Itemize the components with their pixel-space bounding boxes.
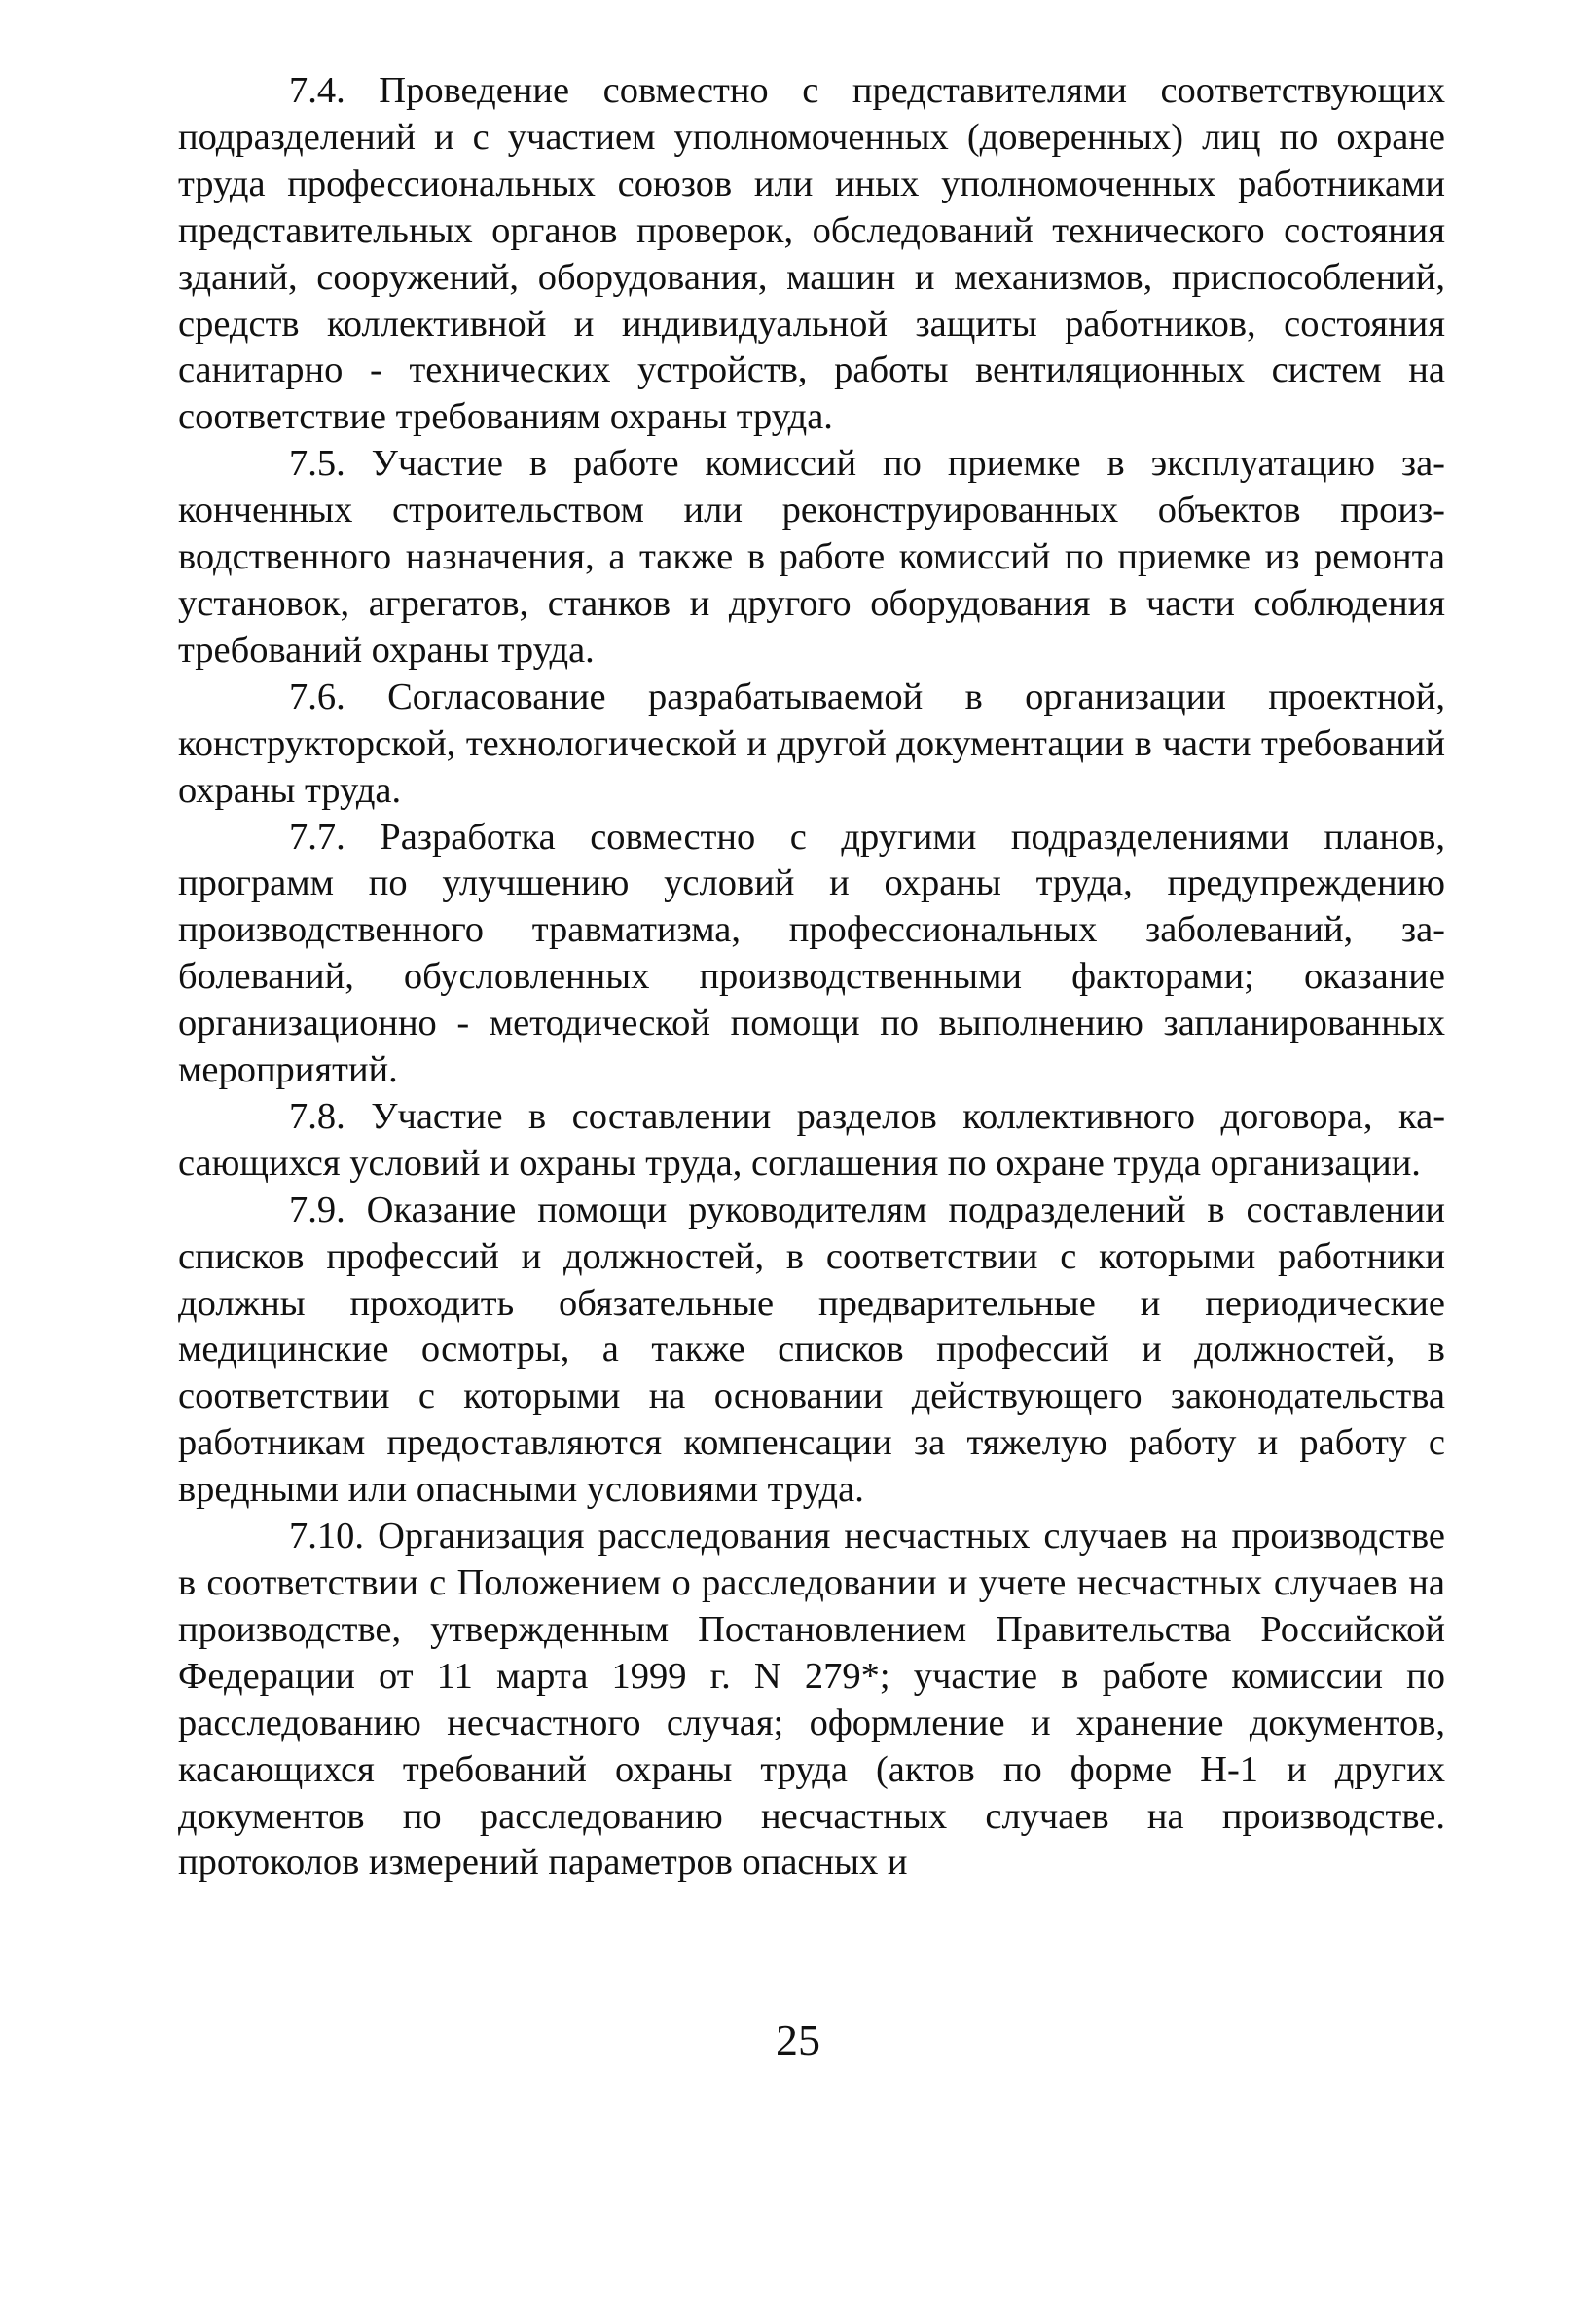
paragraph-text: Оказание помощи руководителям подразделений в составлении списков профессий и должностей, в соответствии с которыми работники должны проходить обязательные предварительные и периодические медицинские осмотры, а также списков профессий и должностей, в соответствии с которыми на основании действующего законодательства работникам предоставляются компенсации за тяжелую работу и работу с вредными или опасными условиями труда. xyxy=(178,1189,1445,1511)
paragraph-7-8 xyxy=(178,1094,1445,1188)
paragraph-text: Участие в работе комиссий по приемке в эксплуатацию законченных строительством или реконструированных объектов производственного назначения, а также в работе комиссий по приемке из ремонта установок, агрегатов, станков и другого оборудования в части соблюдения требований охраны труда. xyxy=(178,443,1445,671)
paragraph-number: 7.6. xyxy=(289,676,345,717)
paragraph-7-4 xyxy=(178,68,1445,441)
paragraph-number: 7.4. xyxy=(289,70,345,111)
paragraph-number: 7.8. xyxy=(289,1095,345,1137)
paragraph-7-10 xyxy=(178,1514,1445,1887)
paragraph-number: 7.10. xyxy=(289,1516,364,1557)
paragraph-7-6 xyxy=(178,675,1445,815)
paragraph-7-9 xyxy=(178,1188,1445,1514)
body-text xyxy=(178,68,1445,1887)
paragraph-7-7 xyxy=(178,815,1445,1094)
paragraph-text: Проведение совместно с представителями соответствующих подразделений и с участием уполномоченных (доверенных) лиц по охране труда профессиональных союзов или иных уполномоченных работниками представительных органов проверок, обследований технического состояния зданий, сооружений, оборудования, машин и механизмов, приспособлений, средств коллективной и индивидуальной защиты работников, состояния санитарно - технических устройств, работы вентиляционных систем на соответствие требованиям охраны труда. xyxy=(178,70,1445,438)
paragraph-7-5 xyxy=(178,441,1445,675)
paragraph-number: 7.5. xyxy=(289,443,345,485)
paragraph-number: 7.7. xyxy=(289,816,345,858)
paragraph-number: 7.9. xyxy=(289,1189,345,1230)
paragraph-text: Согласование разрабатываемой в организации проектной, конструкторской, технологической и другой документации в части требований охраны труда. xyxy=(178,676,1446,811)
paragraph-text: Разработка совместно с другими подразделениями планов, программ по улучшению условий и охраны труда, предупреждению производственного травматизма, профессиональных заболеваний, заболеваний, обусловленных производственными факторами; оказание организационно - методической помощи по выполнению запланированных мероприятий. xyxy=(178,816,1445,1091)
paragraph-text: Организация расследования несчастных случаев на производстве в соответствии с Положением о расследовании и учете несчастных случаев на производстве, утвержденным Постановлением Правительства Российской Федерации от 11 марта 1999 г. N 279*; участие в работе комиссии по расследованию несчастного случая; оформление и хранение документов, касающихся требований охраны труда (актов по форме Н-1 и других документов по расследованию несчастных случаев на производстве. протоколов измерений параметров опасных и xyxy=(178,1516,1446,1884)
page-number: 25 xyxy=(776,2015,820,2065)
paragraph-text: Участие в составлении разделов коллективного договора, касающихся условий и охраны труда, соглашения по охране труда организации. xyxy=(178,1095,1446,1184)
